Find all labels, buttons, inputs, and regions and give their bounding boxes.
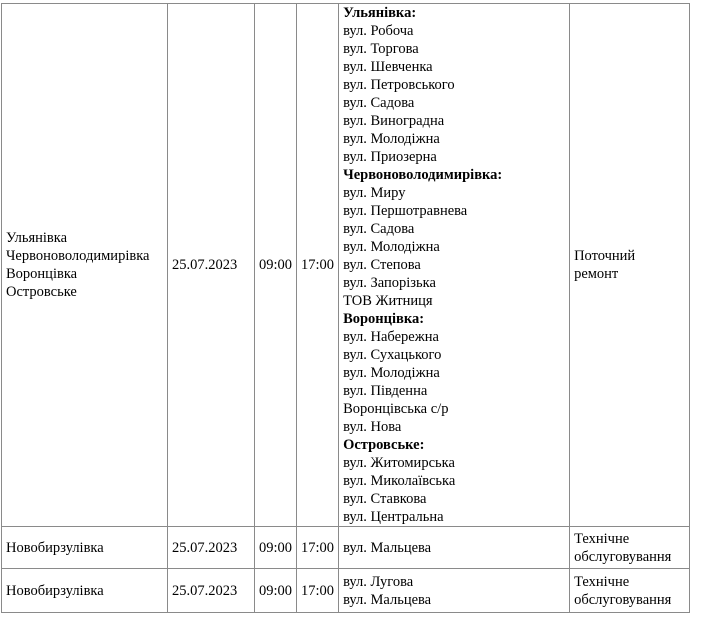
street-item: вул. Виноградна <box>343 113 445 129</box>
street-item: вул. Миколаївська <box>343 473 456 489</box>
street-item: вул. Шевченка <box>343 59 433 75</box>
time-to-cell: 17:00 <box>297 569 339 613</box>
work-type-line: Технічне <box>574 530 630 547</box>
work-type-cell <box>570 527 690 569</box>
street-item: вул. Миру <box>343 185 406 201</box>
street-item: вул. Сухацького <box>343 347 442 363</box>
street-item: вул. Молодіжна <box>343 239 440 255</box>
streets-cell <box>339 4 570 527</box>
streets-cell <box>339 527 570 569</box>
street-item: вул. Південна <box>343 383 428 399</box>
time-from-cell: 09:00 <box>255 4 297 527</box>
time-from-cell: 09:00 <box>255 569 297 613</box>
work-type-line: обслуговування <box>574 548 672 565</box>
street-item: вул. Молодіжна <box>343 131 440 147</box>
street-group-header: Воронцівка: <box>343 311 425 327</box>
date-cell: 25.07.2023 <box>168 4 255 527</box>
street-item: вул. Набережна <box>343 329 439 345</box>
street-item: вул. Запорізька <box>343 275 436 291</box>
street-item: вул. Садова <box>343 221 415 237</box>
street-item: вул. Петровського <box>343 77 455 93</box>
work-type-cell <box>570 569 690 613</box>
street-item: вул. Молодіжна <box>343 365 440 381</box>
street-item: вул. Мальцева <box>343 591 432 608</box>
time-to-cell: 17:00 <box>297 4 339 527</box>
street-group-header: Червоноволодимирівка: <box>343 167 503 183</box>
street-item: вул. Нова <box>343 419 402 435</box>
street-item: Воронцівська с/р <box>343 401 449 417</box>
street-item: вул. Лугова <box>343 573 414 590</box>
street-item: вул. Житомирська <box>343 455 455 471</box>
settlement-name: Островське <box>6 284 77 300</box>
work-type-cell <box>570 4 690 527</box>
settlement-name: Червоноволодимирівка <box>6 248 150 264</box>
street-item: вул. Торгова <box>343 41 419 57</box>
street-item: вул. Приозерна <box>343 149 437 165</box>
settlements-cell: Новобирзулівка <box>2 527 168 569</box>
table-row <box>2 569 690 613</box>
street-item: ТОВ Житниця <box>343 293 433 309</box>
outage-schedule-table <box>1 3 690 613</box>
streets-cell <box>339 569 570 613</box>
settlement-name: Воронцівка <box>6 266 78 282</box>
street-item: вул. Садова <box>343 95 415 111</box>
street-item: вул. Степова <box>343 257 421 273</box>
date-cell: 25.07.2023 <box>168 527 255 569</box>
street-item: вул. Центральна <box>343 509 444 525</box>
street-item: вул. Першотравнева <box>343 203 468 219</box>
street-item: вул. Мальцева <box>343 539 432 556</box>
table-row <box>2 527 690 569</box>
settlements-cell <box>2 4 168 527</box>
work-type-line: ремонт <box>574 266 619 282</box>
work-type-line: обслуговування <box>574 591 672 608</box>
settlement-name: Ульянівка <box>6 230 68 246</box>
time-from-cell: 09:00 <box>255 527 297 569</box>
work-type-line: Поточний <box>574 248 636 264</box>
settlements-cell: Новобирзулівка <box>2 569 168 613</box>
date-cell: 25.07.2023 <box>168 569 255 613</box>
street-item: вул. Робоча <box>343 23 414 39</box>
street-item: вул. Ставкова <box>343 491 427 507</box>
time-to-cell: 17:00 <box>297 527 339 569</box>
table-row <box>2 4 690 527</box>
street-group-header: Ульянівка: <box>343 5 417 21</box>
street-group-header: Островське: <box>343 437 425 453</box>
work-type-line: Технічне <box>574 573 630 590</box>
